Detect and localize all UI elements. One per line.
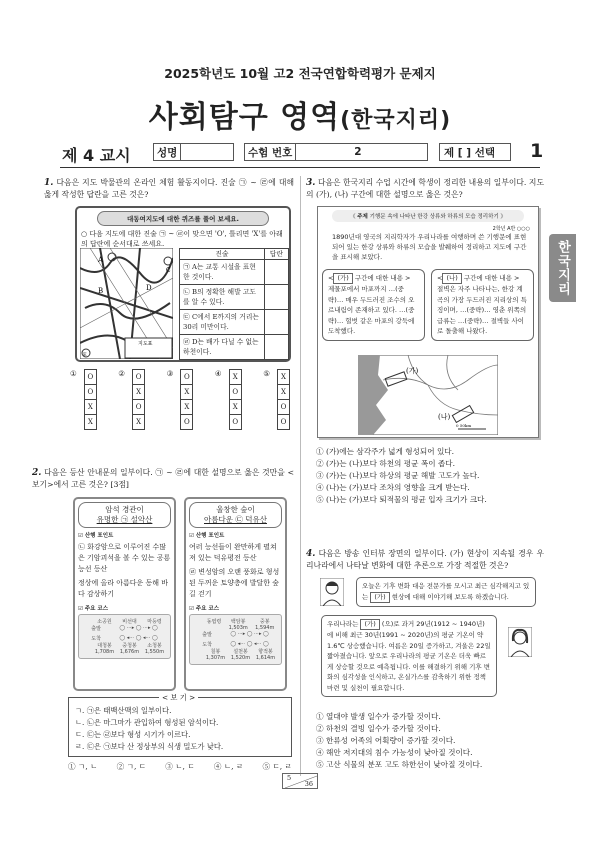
cell: X	[84, 400, 96, 415]
point-label: ☑ 산행 포인트	[78, 533, 114, 539]
q2-number: 2.	[32, 468, 42, 478]
stop: 향적봉 1,614m	[255, 649, 276, 661]
stop: 대청봉 1,708m	[94, 643, 115, 655]
cell: O	[84, 370, 96, 385]
na-text: 절벽은 자주 나타나는, 한강 계곡의 가장 두드러진 지리상의 특징이며, …(중략)… 영춘 위쪽의 급류는 …(중략)… 절벽들 사이로 돌출해 나왔다.	[437, 285, 527, 335]
point-label: ☑ 산행 포인트	[189, 533, 225, 539]
cell: X	[84, 415, 96, 430]
choice-2[interactable]: ② 하천의 결빙 일수가 증가할 것이다.	[316, 724, 441, 733]
page-counter	[282, 773, 318, 789]
question-3	[306, 177, 544, 201]
column-divider	[300, 176, 301, 776]
course-diagram: 소공원 비선대 마등령 출발 ◯ ⋯▸ ◯ ⋯▸ ◯ 도착 ◯ ◂⋯ ◯ ◂⋯ ◯ 대청봉 1,708m 중청봉 1,676m 소청봉 1,550m	[78, 614, 171, 659]
na-tag: (나)	[442, 273, 461, 284]
q4-choices	[316, 711, 482, 771]
quiz-title: 대동여지도에 대한 퀴즈를 풀어 보세요.	[97, 211, 269, 226]
end-label: 도착	[91, 636, 101, 642]
title-subject: (한국지리)	[340, 108, 452, 133]
map-label-ga: (가)	[406, 367, 419, 375]
ga-title: 구간에 대한 내용 >	[354, 274, 411, 282]
q3-text: 다음은 한국지리 수업 시간에 학생이 정리한 내용의 일부이다. 지도의 (가), (나) 구간에 대한 설명으로 옳은 것은?	[306, 178, 544, 199]
subject-side-tab: 한국지리	[549, 234, 576, 302]
statement-4: ㉣ D는 배가 다닐 수 없는 하천이다.	[180, 335, 265, 360]
exam-number-field[interactable]	[244, 143, 428, 161]
card-title-1: 울창한 숲이	[216, 505, 255, 514]
cell: O	[84, 385, 96, 400]
choice-3[interactable]: ③ ㄴ, ㄷ	[165, 762, 195, 771]
na-title: 구간에 대한 내용 >	[463, 274, 520, 282]
option-3[interactable]	[167, 369, 194, 430]
course-diagram: 동엽령 백암봉 1,503m 중봉 1,594m 출발 ◯ ⋯▸ ◯ ⋯▸ ◯ 도착 ◯ ◂⋯ ◯ ◂⋯ ◯ 칠봉 1,307m 설천봉 1,520m 향적봉 1,614m	[189, 614, 282, 665]
cell: X	[229, 370, 241, 385]
bogi-item: ㄷ. ㉢는 ㉣보다 형성 시기가 이르다.	[75, 730, 191, 739]
q1-text: 다음은 지도 박물관의 온라인 체험 활동지이다. 진술 ㉠ ~ ㉣에 대해 옳게 작성한 답란을 고른 것은?	[44, 178, 294, 199]
cell: O	[133, 370, 145, 385]
theme-text: 기행문 속에 나타난 한강 상류와 하류의 모습 정리하기	[369, 214, 499, 220]
cell: O	[229, 415, 241, 430]
svg-text:A: A	[98, 256, 104, 264]
stop: 소청봉 1,550m	[144, 643, 165, 655]
ga-tag: (가)	[333, 273, 352, 284]
choice-1[interactable]: ① (가)에는 삼각주가 넓게 형성되어 있다.	[316, 447, 455, 456]
cell: X	[133, 385, 145, 400]
question-4	[306, 548, 544, 572]
option-5[interactable]	[263, 369, 290, 430]
expert-avatar-icon	[508, 627, 532, 657]
option-4[interactable]	[215, 369, 242, 430]
q4-text: 다음은 방송 인터뷰 장면의 일부이다. (가) 현상이 지속될 경우 우리나라에서 나타날 변화에 대한 추론으로 가장 적절한 것은?	[306, 549, 544, 570]
exam-number-label: 수험 번호	[245, 144, 296, 160]
ga-text: 제물포에서 마포까지 …(중략)… 매우 두드러진 조수의 오르내림이 존재하고 있다. …(중략)… 헐벗 같은 마포의 강둑에 도착했다.	[328, 285, 415, 335]
answer-cell	[265, 285, 289, 310]
question-1	[44, 177, 294, 201]
choice-2[interactable]: ② ㄱ, ㄷ	[116, 762, 147, 771]
map-legend: 지도표	[138, 341, 153, 347]
bogi-item: ㄴ. ㉡은 마그마가 관입하여 형성된 암석이다.	[75, 718, 219, 727]
daedongyeojido-map	[80, 248, 173, 359]
option-1[interactable]	[70, 369, 97, 430]
anchor-speech-bubble: 오늘은 기후 변화 대응 전문가를 모시고 최근 심각해지고 있는 (가) 현상에 대해 이야기해 보도록 하겠습니다.	[356, 577, 536, 607]
total-pages: 36	[304, 780, 313, 788]
statement-2: ㉡ B의 정확한 해발 고도를 알 수 있다.	[180, 285, 265, 310]
ga-tag: (가)	[370, 592, 389, 603]
cell: O	[133, 400, 145, 415]
name-field[interactable]	[153, 143, 234, 161]
stop: 칠봉 1,307m	[205, 649, 226, 661]
cell: X	[278, 385, 290, 400]
name-label: 성명	[154, 144, 181, 160]
bogi-item: ㄱ. ㉠은 태백산맥의 일부이다.	[75, 706, 172, 715]
bogi-box	[68, 693, 292, 757]
choice-4[interactable]: ④ 해안 저지대의 침수 가능성이 낮아질 것이다.	[316, 748, 473, 757]
q3-choices	[316, 446, 487, 506]
choice-field: 제 [ ] 선택	[439, 143, 511, 161]
svg-text:C: C	[166, 267, 171, 274]
statement-1: ㉠ A는 교통 시설을 표현한 것이다.	[180, 260, 265, 285]
quiz-box	[75, 206, 291, 362]
statement-table	[179, 248, 289, 360]
stop: 백암봉 1,503m	[228, 619, 248, 631]
option-number: ②	[118, 369, 126, 378]
point-1: ㉡ 화강암으로 이루어진 수많은 기암괴석을 볼 수 있는 공룡능선 등산	[78, 543, 171, 573]
svg-text:D: D	[146, 284, 152, 292]
exam-number-digit: 2	[354, 146, 362, 158]
choice-2[interactable]: ② (가)는 (나)보다 하천의 평균 폭이 좁다.	[316, 459, 456, 468]
cell: X	[181, 400, 193, 415]
q2-choices	[68, 761, 292, 773]
period-label: 제 4 교시	[62, 146, 131, 165]
stop: 설천봉 1,520m	[230, 649, 251, 661]
q4-number: 4.	[306, 549, 316, 559]
seoraksan-card	[73, 497, 176, 691]
point-2: 정상에 올라 아름다운 동해 바다 감상하기	[78, 579, 169, 598]
answer-cell	[265, 260, 289, 285]
choice-5[interactable]: ⑤ (나)는 (가)보다 퇴적물의 평균 입자 크기가 크다.	[316, 495, 487, 504]
option-2[interactable]	[118, 369, 145, 430]
stop: 중봉 1,594m	[255, 619, 275, 631]
point-1: 여러 능선들이 완만하게 펼쳐져 있는 덕유평전 등산	[189, 543, 277, 562]
start-label: 출발	[91, 626, 101, 632]
end-label: 도착	[202, 642, 212, 648]
answer-cell	[265, 310, 289, 335]
statement-3: ㉢ C에서 E까지의 거리는 30리 미만이다.	[180, 310, 265, 335]
stop: 소공원	[97, 619, 112, 625]
choice-4[interactable]: ④ (나)는 (가)보다 조차의 영향을 크게 받는다.	[316, 483, 470, 492]
cell: O	[278, 400, 290, 415]
stop: 동엽령	[206, 619, 222, 625]
q1-options	[70, 369, 290, 430]
answer-cell	[265, 335, 289, 360]
cell: O	[181, 370, 193, 385]
cell: O	[181, 415, 193, 430]
option-number: ④	[214, 369, 222, 378]
choice-3[interactable]: ③ 한류성 어족의 어획량이 증가할 것이다.	[316, 736, 456, 745]
cell: X	[181, 385, 193, 400]
svg-text:B: B	[98, 287, 104, 295]
header-statement: 진술	[180, 249, 265, 260]
header-answer: 답란	[265, 249, 289, 260]
choice-5[interactable]: ⑤ ㄷ, ㄹ	[262, 762, 292, 771]
course-label: ☑ 주요 코스	[78, 606, 109, 612]
cell: X	[133, 415, 145, 430]
svg-text:E: E	[83, 352, 87, 358]
deogyusan-card	[184, 497, 287, 691]
expert-speech-bubble: 우리나라는 (가) (으)로 과거 29년(1912 ~ 1940년)에 비해 최근 30년(1991 ~ 2020년)의 평균 기온이 약 1.6℃ 상승했습니다. 여름은 20일 증가하고, 겨울은 22일 짧아졌습니다. 앞으로 우리나라의 평균 기온은 더욱 빠르게 상승할 것으로 예측됩니다. 이를 해결하기 위해 기후 변화의 심각성을 인식하고, 온실가스를 감축하기 위한 정책 마련 및 실천이 필요합니다.	[321, 615, 497, 697]
cell: O	[278, 415, 290, 430]
current-page: 5	[287, 774, 292, 782]
intro-text: 1890년대 영국의 지리학자가 우리나라를 여행하며 쓴 기행문에 표현되어 있는 한강 상류와 하류의 모습을 발췌하여 정리하고 지도에 구간을 표시해 보았다.	[332, 233, 527, 261]
point-2: ㉣ 변성암의 오랜 풍화로 형성된 두꺼운 토양층에 발달한 숲길 걷기	[189, 568, 280, 598]
q3-note-box	[317, 206, 539, 438]
choice-3[interactable]: ③ (가)는 (나)보다 하상의 평균 해발 고도가 높다.	[316, 471, 480, 480]
theme-banner: 《 주제 기행문 속에 나타난 한강 상류와 하류의 모습 정리하기 》	[332, 210, 524, 222]
theme-label: 주제	[357, 214, 368, 220]
stop: 비선대	[122, 619, 137, 625]
map-scale: 0 50km	[456, 423, 472, 428]
cell: X	[278, 370, 290, 385]
option-number: ①	[70, 369, 77, 378]
title-main: 사회탐구 영역	[148, 100, 341, 135]
header-divider	[60, 167, 540, 168]
start-label: 출발	[202, 632, 212, 638]
card-title-2: 아름다운 ㉢ 덕유산	[204, 515, 267, 524]
card-title-2: 유명한 ㉠ 설악산	[96, 515, 153, 524]
card-title-1: 암석 경관이	[105, 505, 144, 514]
quiz-instruction: ○ 다음 지도에 대한 진술 ㉠ ~ ㉣이 맞으면 'O', 틀리면 'X'를 아래의 답란에 순서대로 쓰세요.	[81, 230, 283, 248]
han-river-map	[358, 355, 498, 435]
q3-number: 3.	[306, 178, 316, 188]
ga-section-note: < (가) 구간에 대한 내용 > 제물포에서 마포까지 …(중략)… 매우 두드러진 조수의 오르내림이 존재하고 있다. …(중략)… 헐벗 같은 마포의 강둑에 도착했다.	[322, 269, 425, 341]
bogi-label: < 보 기 >	[159, 692, 198, 704]
choice-5[interactable]: ⑤ 고산 식물의 분포 고도 하한선이 낮아질 것이다.	[316, 760, 483, 769]
stop: 중청봉 1,676m	[119, 643, 140, 655]
stop: 마등령	[147, 619, 162, 625]
anchor-avatar-icon	[320, 578, 344, 606]
exam-subtitle: 2025학년도 10월 고2 전국연합학력평가 문제지	[164, 66, 436, 81]
cell: O	[229, 385, 241, 400]
choice-1[interactable]: ① 열대야 발생 일수가 증가할 것이다.	[316, 712, 441, 721]
student-name: 2학년 A반 ○○○	[492, 226, 530, 232]
option-number: ⑤	[263, 369, 270, 378]
question-2	[32, 467, 294, 491]
choice-4[interactable]: ④ ㄴ, ㄹ	[213, 762, 244, 771]
page-title	[0, 92, 600, 136]
course-label: ☑ 주요 코스	[189, 606, 220, 612]
bogi-item: ㄹ. ㉢은 ㉠보다 산 정상부의 식생 밀도가 낮다.	[75, 742, 224, 751]
map-label-na: (나)	[438, 413, 451, 421]
option-number: ③	[166, 369, 174, 378]
q1-number: 1.	[44, 178, 54, 188]
na-section-note: < (나) 구간에 대한 내용 > 절벽은 자주 나타나는, 한강 계곡의 가장 두드러진 지리상의 특징이며, …(중략)… 영춘 위쪽의 급류는 …(중략)… 절벽들 사이로 돌출해 나왔다.	[431, 269, 534, 341]
page-number: 1	[530, 140, 544, 162]
q2-text: 다음은 등산 안내문의 일부이다. ㉠ ~ ㉣에 대한 설명으로 옳은 것만을 <보기>에서 고른 것은? [3점]	[32, 468, 294, 489]
cell: X	[229, 400, 241, 415]
ga-tag: (가)	[360, 619, 379, 630]
choice-1[interactable]: ① ㄱ, ㄴ	[68, 762, 98, 771]
